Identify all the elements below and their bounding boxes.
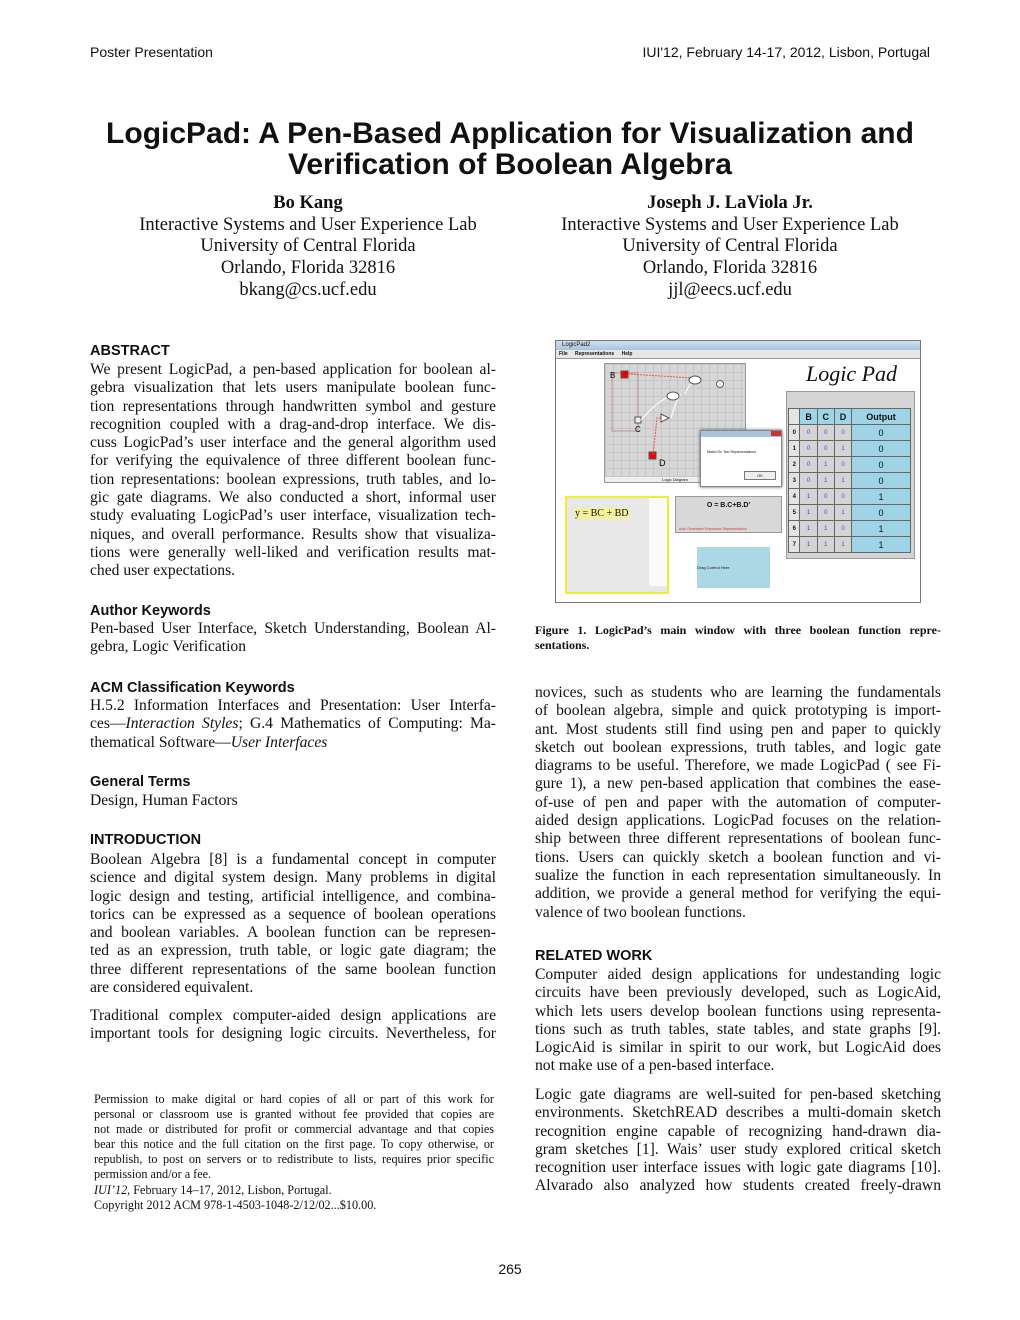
truth-table-cell[interactable]: 1 — [817, 537, 834, 553]
truth-table-cell[interactable]: 1 — [817, 521, 834, 537]
menu-bar — [556, 350, 920, 359]
text-line: permission and/or a fee. — [94, 1167, 212, 1182]
text-line: science and digital system design. Many problems in digital — [90, 869, 496, 887]
dialog-ok-button[interactable]: OK — [744, 471, 776, 480]
truth-table-row — [789, 505, 911, 521]
truth-table-cell[interactable]: 0 — [852, 457, 911, 473]
menu-file[interactable]: File — [559, 351, 568, 357]
text-line-italic-mix: thematical Software—User Interfaces — [90, 733, 328, 751]
text-line: aided design applications. LogicPad focuses on the relation- — [535, 812, 941, 830]
truth-table-row — [789, 425, 911, 441]
text-line: for verifying the equivalence of three different boolean func- — [90, 452, 496, 470]
text-line: sentations. — [535, 638, 590, 652]
section-heading-acm: ACM Classification Keywords — [90, 680, 295, 696]
text-line: We present LogicPad, a pen-based application for boolean al- — [90, 361, 496, 378]
scroll-list[interactable] — [649, 498, 667, 586]
author-city: Orlando, Florida 32816 — [642, 258, 818, 279]
venue-details: , February 14–17, 2012, Lisbon, Portugal. — [127, 1182, 332, 1197]
author-email[interactable]: bkang@cs.ucf.edu — [239, 279, 377, 300]
handwritten-expression: y = BC + BD — [575, 508, 629, 519]
menu-representations[interactable]: Representations — [575, 351, 615, 357]
truth-table-cell[interactable]: 0 — [817, 489, 834, 505]
truth-table-cell[interactable]: 1 — [834, 505, 851, 521]
truth-table-cell[interactable]: 1 — [789, 441, 800, 457]
menu-help[interactable]: Help — [621, 351, 633, 357]
text-line: not made or distributed for profit or commercial advantage and that copies — [94, 1122, 494, 1137]
truth-table-cell[interactable]: 7 — [789, 537, 800, 553]
text-line: niques, and overall performance. Results show that visualiza- — [90, 525, 496, 543]
text-line: ship between three different representations of boolean func- — [535, 830, 941, 848]
acm-text — [90, 697, 496, 752]
truth-table-cell[interactable]: 0 — [834, 521, 851, 537]
section-heading-introduction: INTRODUCTION — [90, 832, 202, 848]
truth-table-header: C — [817, 409, 834, 425]
section-heading-author-keywords: Author Keywords — [90, 603, 211, 619]
text-line: gure 1), a new pen-based application that combines the ease- — [535, 775, 941, 793]
truth-table-cell[interactable]: 1 — [852, 537, 911, 553]
drag-control-area[interactable]: Drag Control Here — [697, 547, 770, 588]
truth-table-row — [789, 473, 911, 489]
svg-text:C: C — [635, 425, 641, 434]
truth-table-cell[interactable]: 5 — [789, 505, 800, 521]
truth-table-row — [789, 457, 911, 473]
svg-text:D: D — [659, 458, 666, 468]
related-work-paragraph — [535, 1086, 941, 1196]
section-heading-general-terms: General Terms — [90, 774, 191, 790]
dialog-message: Match On Two Representations — [707, 450, 756, 454]
text-line: ant. Most students still find using pen and paper to quickly — [535, 720, 941, 738]
author-university: University of Central Florida — [200, 236, 416, 257]
text-line: Pen-based User Interface, Sketch Understanding, Boolean Al- — [90, 620, 496, 637]
auto-expression: O = B.C+B.D' — [706, 502, 751, 509]
window-title-bar: LogicPad2 — [556, 341, 920, 350]
logicpad-logo: Logic Pad — [806, 361, 898, 386]
text-line-italic-mix: ces—Interaction Styles; G.4 Mathematics of Computing: Ma- — [90, 715, 496, 733]
general-terms-text — [90, 792, 496, 810]
author-email[interactable]: jjl@eecs.ucf.edu — [668, 279, 792, 300]
truth-table-cell[interactable]: 0 — [817, 505, 834, 521]
introduction-continued — [535, 684, 941, 922]
truth-table-cell[interactable]: 1 — [834, 441, 851, 457]
truth-table-corner — [789, 409, 800, 425]
truth-table-row — [789, 489, 911, 505]
author-name: Joseph J. LaViola Jr. — [647, 193, 813, 213]
truth-table-cell[interactable]: 0 — [834, 457, 851, 473]
match-dialog — [700, 430, 782, 487]
venue-name: IUI’12 — [94, 1182, 128, 1197]
truth-table-cell[interactable]: 0 — [800, 441, 817, 457]
text-line: sualize the function in each representation simultaneously. In — [535, 866, 941, 884]
truth-table-cell[interactable]: 0 — [852, 441, 911, 457]
page-number: 265 — [498, 1261, 522, 1277]
text-line: addition, we provide a general method for verifying the equi- — [535, 885, 941, 903]
introduction-paragraph — [90, 1007, 496, 1044]
text-line: are considered equivalent. — [90, 979, 254, 997]
text-line: bear this notice and the full citation on the first page. To copy otherwise, or — [94, 1137, 494, 1152]
text-line: Design, Human Factors — [90, 792, 238, 809]
text-line: ted as an expression, truth table, or logic gate diagram; the — [90, 942, 496, 960]
text-line: environments. SketchREAD describes a multi-domain sketch — [535, 1104, 941, 1122]
text-line: ched user expectations. — [90, 562, 236, 580]
text-line: H.5.2 Information Interfaces and Presentation: User Interfa- — [90, 697, 496, 714]
text-line: novices, such as students who are learning the fundamentals — [535, 684, 941, 701]
title-line: Verification of Boolean Algebra — [288, 148, 732, 181]
truth-table-cell[interactable]: 1 — [852, 521, 911, 537]
paper-title — [60, 118, 960, 180]
truth-table-cell[interactable]: 3 — [789, 473, 800, 489]
text-line: Boolean Algebra [8] is a fundamental concept in computer — [90, 851, 496, 868]
text-line: gebra, Logic Verification — [90, 638, 247, 656]
permission-footnote — [94, 1092, 494, 1213]
text-line: recognition engine capable of recognizing hand-drawn dia- — [535, 1122, 941, 1140]
truth-table-cell[interactable]: 6 — [789, 521, 800, 537]
truth-table-cell[interactable]: 0 — [817, 425, 834, 441]
text-line: gram sketches [1]. Wais’ user study explored critical sketch — [535, 1140, 941, 1158]
truth-table-cell[interactable]: 1 — [817, 457, 834, 473]
truth-table-cell[interactable]: 0 — [789, 425, 800, 441]
text-line: cuss LogicPad’s user interface and the general algorithm used — [90, 434, 496, 452]
author-keywords-text — [90, 620, 496, 657]
text-line: which lets users develop boolean functions using representa- — [535, 1002, 941, 1020]
truth-table-cell[interactable]: 0 — [800, 425, 817, 441]
running-header-right: IUI'12, February 14-17, 2012, Lisbon, Portugal — [642, 44, 930, 60]
truth-table-cell[interactable]: 1 — [800, 521, 817, 537]
footnote-permission — [94, 1092, 494, 1183]
truth-table-cell[interactable]: 1 — [800, 505, 817, 521]
figure-caption — [535, 623, 941, 653]
text-line: not make use of a pen-based interface. — [535, 1057, 775, 1075]
abstract-text — [90, 361, 496, 581]
text-line: Permission to make digital or hard copies of all or part of this work for — [94, 1092, 494, 1106]
truth-table-cell[interactable]: 0 — [800, 473, 817, 489]
section-heading-related-work: RELATED WORK — [535, 948, 653, 964]
truth-table — [788, 408, 911, 553]
author-lab: Interactive Systems and User Experience Lab — [561, 214, 899, 235]
text-line: Alvarado also analyzed how students created freely-drawn — [535, 1177, 941, 1195]
figure-1-screenshot — [555, 340, 921, 603]
svg-text:B: B — [610, 371, 616, 380]
running-header-left: Poster Presentation — [90, 44, 213, 60]
text-line: Computer aided design applications for undestanding logic — [535, 966, 941, 983]
truth-table-cell[interactable]: 0 — [817, 441, 834, 457]
text-line: sketch out boolean expressions, truth tables, and logic gate — [535, 738, 941, 756]
section-heading-abstract: ABSTRACT — [90, 343, 170, 359]
truth-table-cell[interactable]: 1 — [817, 473, 834, 489]
author-city: Orlando, Florida 32816 — [220, 258, 396, 279]
truth-table-cell[interactable]: 0 — [800, 457, 817, 473]
author-block — [520, 193, 940, 302]
truth-table-cell[interactable]: 0 — [852, 505, 911, 521]
text-line: tion representations through handwritten symbol and gesture — [90, 397, 496, 415]
text-line: of-use of pen and paper with the automation of computer- — [535, 793, 941, 811]
title-line: LogicPad: A Pen-Based Application for Visualization and — [106, 117, 914, 150]
text-line: logic design and testing, artificial intelligence, and combina- — [90, 887, 496, 905]
text-line: valence of two boolean functions. — [535, 903, 746, 921]
auto-expression-panel — [675, 496, 782, 533]
author-university: University of Central Florida — [622, 236, 838, 257]
text-line: LogicAid is similar in spirit to our work, but LogicAid does — [535, 1039, 941, 1057]
related-work-paragraph — [535, 966, 941, 1076]
truth-table-cell[interactable]: 1 — [834, 537, 851, 553]
panel-label: Auto Generated Expression Representation — [679, 527, 747, 531]
text-line: of boolean algebra, simple and quick prototyping is import- — [535, 702, 941, 720]
truth-table-row — [789, 537, 911, 553]
truth-table-header: B — [800, 409, 817, 425]
truth-table-cell[interactable]: 4 — [789, 489, 800, 505]
truth-table-header: D — [834, 409, 851, 425]
text-line: circuits have been previously developed, such as LogicAid, — [535, 984, 941, 1002]
introduction-paragraph — [90, 851, 496, 997]
close-icon[interactable] — [771, 431, 781, 436]
text-line: and boolean variables. A boolean function can be represen- — [90, 924, 496, 942]
text-line: republish, to post on servers or to redistribute to lists, requires prior specific — [94, 1152, 494, 1167]
author-lab: Interactive Systems and User Experience Lab — [139, 214, 477, 235]
text-line: gic gate diagrams. We also conducted a short, informal user — [90, 489, 496, 507]
text-line: personal or classroom use is granted without fee provided that copies are — [94, 1107, 494, 1122]
truth-table-cell[interactable]: 1 — [800, 489, 817, 505]
footnote-venue — [94, 1183, 494, 1198]
truth-table-cell[interactable]: 0 — [852, 473, 911, 489]
truth-table-header: Output — [852, 409, 911, 425]
text-line: tions. Users can quickly sketch a boolean function and vi- — [535, 848, 941, 866]
author-block — [98, 193, 518, 302]
truth-table-cell[interactable]: 1 — [852, 489, 911, 505]
text-line: important tools for designing logic circuits. Nevertheless, for — [90, 1025, 496, 1043]
text-line: gebra visualization that lets users manipulate boolean func- — [90, 379, 496, 397]
text-line: diagrams to be useful. Therefore, we made LogicPad ( see Fi- — [535, 757, 941, 775]
truth-table-row — [789, 441, 911, 457]
footnote-copyright: Copyright 2012 ACM 978-1-4503-1048-2/12/02...$10.00. — [94, 1197, 377, 1212]
text-line: Logic gate diagrams are well-suited for pen-based sketching — [535, 1086, 941, 1103]
handwritten-expression-panel — [565, 496, 669, 594]
truth-table-cell[interactable]: 2 — [789, 457, 800, 473]
text-line: recognition user interface issues with logic gate diagrams [10]. — [535, 1159, 941, 1177]
text-line: tion representations: boolean expressions, truth tables, and lo- — [90, 470, 496, 488]
text-line: Traditional complex computer-aided design applications are — [90, 1007, 496, 1024]
truth-table-cell[interactable]: 0 — [852, 425, 911, 441]
text-line: torics can be expressed as a sequence of boolean operations — [90, 905, 496, 923]
truth-table-cell[interactable]: 1 — [800, 537, 817, 553]
panel-label: Logic Diagram — [605, 477, 745, 482]
text-line: recognition coupled with a drag-and-drop interface. We dis- — [90, 415, 496, 433]
truth-table-cell[interactable]: 0 — [834, 425, 851, 441]
text-line: tions such as truth tables, state tables, and state graphs [9]. — [535, 1020, 941, 1038]
text-line: Figure 1. LogicPad’s main window with three boolean function repre- — [535, 623, 941, 637]
text-line: tions were generally well-liked and verification results mat- — [90, 543, 496, 561]
truth-table-row — [789, 521, 911, 537]
text-line: three different representations of the same boolean function — [90, 960, 496, 978]
truth-table-cell[interactable]: 0 — [834, 489, 851, 505]
text-line: study evaluating LogicPad’s user interface, visualization tech- — [90, 507, 496, 525]
author-name: Bo Kang — [273, 193, 343, 213]
truth-table-cell[interactable]: 1 — [834, 473, 851, 489]
